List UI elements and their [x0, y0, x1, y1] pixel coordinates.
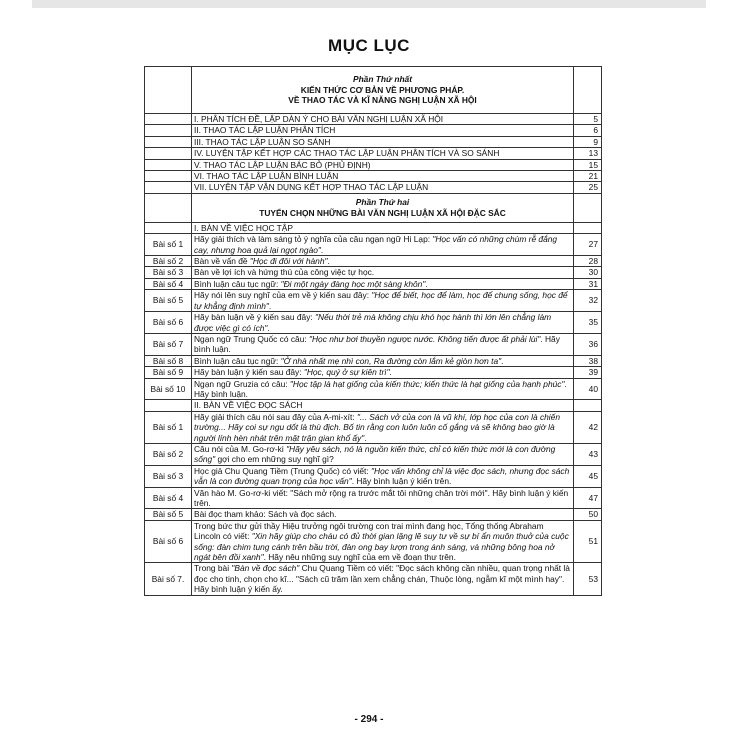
entry-number: Bài số 1 — [145, 234, 192, 256]
entry-page: 21 — [574, 171, 602, 182]
entry-quote: "... Sách vở của con là vũ khí, lớp học của con là chiến trường... Hãy coi sự ngu dốt là thù địch. Bố tin rằng con luôn luôn cố gắng và sẽ không bao giờ là người lính hèn nhát trên mặt trận gian khổ ấy" — [194, 411, 560, 443]
entry-page: 47 — [574, 487, 602, 509]
entry-text-end: Chu Quang Tiềm có viết: "Đọc sách không cần nhiều, quan trọng nhất là đọc cho tinh, chọn cho kĩ... "Sách cũ trăm lần xem chẳng chán, Thuộc lòng, ngẫm kĩ một mình hay". Hãy bình luận ý kiến ấy. — [194, 563, 570, 595]
entry-number: Bài số 10 — [145, 378, 192, 400]
entry-title — [192, 367, 574, 378]
entry-text-end: . — [425, 278, 428, 289]
toc-entry — [145, 148, 602, 159]
entry-number — [145, 171, 192, 182]
entry-text: Học giả Chu Quang Tiềm (Trung Quốc) có viết: — [194, 465, 372, 476]
entry-page: 28 — [574, 256, 602, 267]
entry-quote: "Học, quý ở sự kiên trì" — [303, 367, 390, 378]
entry-quote: "Đi một ngày đàng học một sàng khôn" — [280, 278, 426, 289]
toc-entry — [145, 465, 602, 487]
entry-text: Bàn về vấn đề — [194, 256, 250, 267]
section-heading: II. BÀN VỀ VIỆC ĐỌC SÁCH — [192, 400, 574, 411]
entry-text: Trong bài — [194, 563, 232, 574]
entry-number — [145, 125, 192, 136]
entry-title — [192, 256, 574, 267]
entry-number: Bài số 5 — [145, 290, 192, 312]
entry-quote: "Nếu thời trẻ mà không chịu khó học hành thì lớn lên chẳng làm được việc gì có ích" — [194, 312, 552, 333]
toc-entry — [145, 443, 602, 465]
entry-page: 36 — [574, 333, 602, 355]
entry-text: Bài đọc tham khảo: Sách và đọc sách. — [194, 509, 337, 520]
entry-title — [192, 267, 574, 278]
entry-number: Bài số 6 — [145, 520, 192, 563]
entry-number: Bài số 1 — [145, 411, 192, 443]
entry-title: VI. THAO TÁC LẬP LUẬN BÌNH LUẬN — [192, 171, 574, 182]
part2-header-cell — [192, 193, 574, 222]
entry-number: Bài số 8 — [145, 355, 192, 366]
toc-entry — [145, 378, 602, 400]
toc-entry — [145, 171, 602, 182]
toc-entry — [145, 520, 602, 563]
entry-text-end: . — [501, 355, 504, 366]
entry-page: 31 — [574, 278, 602, 289]
entry-title: V. THAO TÁC LẬP LUẬN BÁC BỎ (PHỦ ĐỊNH) — [192, 159, 574, 170]
entry-text-end: . Hãy bình luận ý kiến trên. — [351, 476, 452, 487]
entry-text-end: . — [389, 367, 392, 378]
entry-title — [192, 563, 574, 595]
part2-title: TUYỂN CHỌN NHỮNG BÀI VĂN NGHỊ LUẬN XÃ HỘI ĐẶC SẮC — [259, 207, 506, 218]
entry-number: Bài số 7 — [145, 333, 192, 355]
entry-page: 25 — [574, 182, 602, 193]
entry-title — [192, 443, 574, 465]
toc-entry — [145, 563, 602, 595]
entry-text-end: . — [267, 322, 270, 333]
entry-text: Trong bức thư gửi thầy Hiệu trưởng ngôi trường con trai mình đang học, Tổng thống Abraham Lincoln có viết: — [194, 520, 544, 542]
entry-page: 5 — [574, 114, 602, 125]
entry-number: Bài số 4 — [145, 487, 192, 509]
entry-number: Bài số 5 — [145, 509, 192, 520]
toc-entry — [145, 367, 602, 378]
entry-title: IV. LUYỆN TẬP KẾT HỢP CÁC THAO TÁC LẬP LUẬN PHÂN TÍCH VÀ SO SÁNH — [192, 148, 574, 159]
entry-page: 39 — [574, 367, 602, 378]
entry-text-end: . — [320, 244, 324, 255]
entry-title: II. THAO TÁC LẬP LUẬN PHÂN TÍCH — [192, 125, 574, 136]
toc-entry — [145, 411, 602, 443]
entry-text: Câu nói của M. Go-rơ-ki — [194, 443, 287, 454]
entry-text: Văn hào M. Go-rơ-ki viết: "Sách mở rộng ra trước mắt tôi những chân trời mới". Hãy bình luận ý kiến trên. — [194, 487, 569, 508]
entry-title — [192, 333, 574, 355]
toc-entry — [145, 256, 602, 267]
toc-entry — [145, 125, 602, 136]
entry-page: 51 — [574, 520, 602, 563]
entry-text: Hãy nói lên suy nghĩ của em về ý kiến sau đây: — [194, 290, 372, 301]
entry-page: 40 — [574, 378, 602, 400]
toc-entry — [145, 487, 602, 509]
section-heading-left — [145, 400, 192, 411]
entry-page: 42 — [574, 411, 602, 443]
part1-title-line1: KIẾN THỨC CƠ BẢN VỀ PHƯƠNG PHÁP. — [300, 84, 465, 95]
entry-number — [145, 182, 192, 193]
toc-entry — [145, 509, 602, 520]
entry-page: 35 — [574, 312, 602, 334]
entry-page: 15 — [574, 159, 602, 170]
toc-entry — [145, 267, 602, 278]
entry-text-end: . Hãy nêu những suy nghĩ của em về đoạn thư trên. — [263, 552, 456, 563]
entry-title — [192, 378, 574, 400]
entry-quote: "Học đi đôi với hành" — [249, 256, 328, 267]
section-heading-right — [574, 400, 602, 411]
entry-number: Bài số 2 — [145, 443, 192, 465]
section-heading-right — [574, 222, 602, 233]
entry-title — [192, 509, 574, 520]
entry-number: Bài số 7. — [145, 563, 192, 595]
entry-number — [145, 114, 192, 125]
entry-quote: "Học như bơi thuyền ngược nước. Không tiến được ất phải lùi" — [309, 333, 541, 344]
entry-quote: "Học vấn không chỉ là việc đọc sách, nhưng đọc sách vẫn là con đường quan trọng của học vấn" — [194, 465, 570, 487]
entry-text-end: . — [364, 432, 367, 443]
toc-entry — [145, 159, 602, 170]
entry-text: Bình luận câu tục ngữ: — [194, 355, 281, 366]
entry-text: Hãy bàn luận về ý kiến sau đây: — [194, 312, 316, 323]
entry-number — [145, 148, 192, 159]
entry-number: Bài số 9 — [145, 367, 192, 378]
entry-title — [192, 487, 574, 509]
entry-page: 50 — [574, 509, 602, 520]
page-number: - 294 - — [354, 714, 384, 725]
entry-title — [192, 465, 574, 487]
entry-page: 27 — [574, 234, 602, 256]
toc-entry — [145, 182, 602, 193]
toc-entry — [145, 234, 602, 256]
entry-quote: "Học vấn có những chùm rễ đắng cay, nhưng hoa quả lại ngọt ngào" — [194, 234, 558, 255]
entry-text: Hãy giải thích câu nói sau đây của A-mi-xít: — [194, 411, 357, 422]
part2-label: Phần Thứ hai — [355, 197, 410, 208]
toc-table — [144, 66, 602, 596]
part2-header-left — [145, 193, 192, 222]
entry-page: 6 — [574, 125, 602, 136]
entry-text: Bình luận câu tục ngữ: — [194, 278, 281, 289]
part1-header-cell — [192, 67, 574, 114]
section-heading-row — [145, 222, 602, 233]
section-heading-row — [145, 400, 602, 411]
entry-text-end: . Hãy bình luận. — [194, 333, 560, 355]
entry-page: 43 — [574, 443, 602, 465]
entry-title — [192, 355, 574, 366]
toc-entry — [145, 136, 602, 147]
entry-quote: "Hãy yêu sách, nó là nguồn kiến thức, chỉ có kiến thức mới là con đường sống" — [194, 443, 556, 465]
entry-page: 38 — [574, 355, 602, 366]
entry-quote: "Ở nhà nhất mẹ nhì con, Ra đường còn lắm kẻ giòn hơn ta" — [280, 355, 502, 366]
toc-entry — [145, 114, 602, 125]
entry-text: Ngạn ngữ Trung Quốc có câu: — [194, 333, 310, 344]
page-title: MỤC LỤC — [328, 36, 410, 55]
entry-quote: "Học tập là hạt giống của kiến thức; kiến thức là hạt giống của hạnh phúc" — [289, 378, 565, 389]
entry-number: Bài số 2 — [145, 256, 192, 267]
toc-entry — [145, 278, 602, 289]
entry-text-end: gợi cho em những suy nghĩ gì? — [215, 454, 334, 465]
part1-header-right — [574, 67, 602, 114]
entry-page: 9 — [574, 136, 602, 147]
part2-header-row — [145, 193, 602, 222]
entry-page: 13 — [574, 148, 602, 159]
part1-label: Phần Thứ nhất — [352, 74, 413, 85]
entry-title — [192, 290, 574, 312]
entry-text-end: . — [268, 300, 272, 311]
toc-entry — [145, 312, 602, 334]
entry-number: Bài số 3 — [145, 465, 192, 487]
entry-text: Hãy bàn luận ý kiến sau đây: — [194, 367, 304, 378]
entry-number: Bài số 3 — [145, 267, 192, 278]
entry-page: 32 — [574, 290, 602, 312]
entry-quote: "Bàn về đọc sách" — [231, 563, 300, 574]
entry-title — [192, 520, 574, 563]
entry-text: Ngạn ngữ Gruzia có câu: — [194, 378, 290, 389]
entry-quote: "Học để biết, học để làm, học để chung sống, học để tự khẳng định mình" — [194, 290, 568, 311]
top-edge-bar — [32, 0, 706, 8]
part2-header-right — [574, 193, 602, 222]
entry-title: VII. LUYỆN TẬP VẬN DỤNG KẾT HỢP THAO TÁC LẬP LUẬN — [192, 182, 574, 193]
toc-entry — [145, 333, 602, 355]
part1-title-line2: VỀ THAO TÁC VÀ KĨ NĂNG NGHỊ LUẬN XÃ HỘI — [288, 95, 477, 106]
entry-number — [145, 136, 192, 147]
entry-page: 45 — [574, 465, 602, 487]
entry-title: I. PHÂN TÍCH ĐỀ, LẬP DÀN Ý CHO BÀI VĂN NGHỊ LUẬN XÃ HỘI — [192, 114, 574, 125]
entry-number: Bài số 4 — [145, 278, 192, 289]
entry-quote: "Xin hãy giúp cho cháu có đủ thời gian lặng lẽ suy tư về sự bí ẩn muôn thuở của cuộc sống: đàn chim tung cánh trên bầu trời, đàn ong bay lượn trong ánh sáng, và những bông hoa nở ngát bên đồi xanh" — [194, 531, 569, 563]
section-heading: I. BÀN VỀ VIỆC HỌC TẬP — [192, 222, 574, 233]
entry-text: Bàn về lợi ích và hứng thú của công việc tự học. — [194, 267, 375, 278]
entry-number: Bài số 6 — [145, 312, 192, 334]
entry-page: 30 — [574, 267, 602, 278]
entry-text-end: . — [327, 256, 330, 267]
entry-text-end: . Hãy bình luận. — [194, 378, 567, 399]
entry-number — [145, 159, 192, 170]
entry-title — [192, 312, 574, 334]
entry-page: 53 — [574, 563, 602, 595]
entry-title — [192, 234, 574, 256]
entry-title: III. THAO TÁC LẬP LUẬN SO SÁNH — [192, 136, 574, 147]
entry-title — [192, 278, 574, 289]
entry-title — [192, 411, 574, 443]
section-heading-left — [145, 222, 192, 233]
toc-entry — [145, 355, 602, 366]
entry-text: Hãy giải thích và làm sáng tỏ ý nghĩa của câu ngạn ngữ Hi Lạp: — [194, 234, 433, 245]
part1-header-row — [145, 67, 602, 114]
part1-header-left — [145, 67, 192, 114]
toc-entry — [145, 290, 602, 312]
